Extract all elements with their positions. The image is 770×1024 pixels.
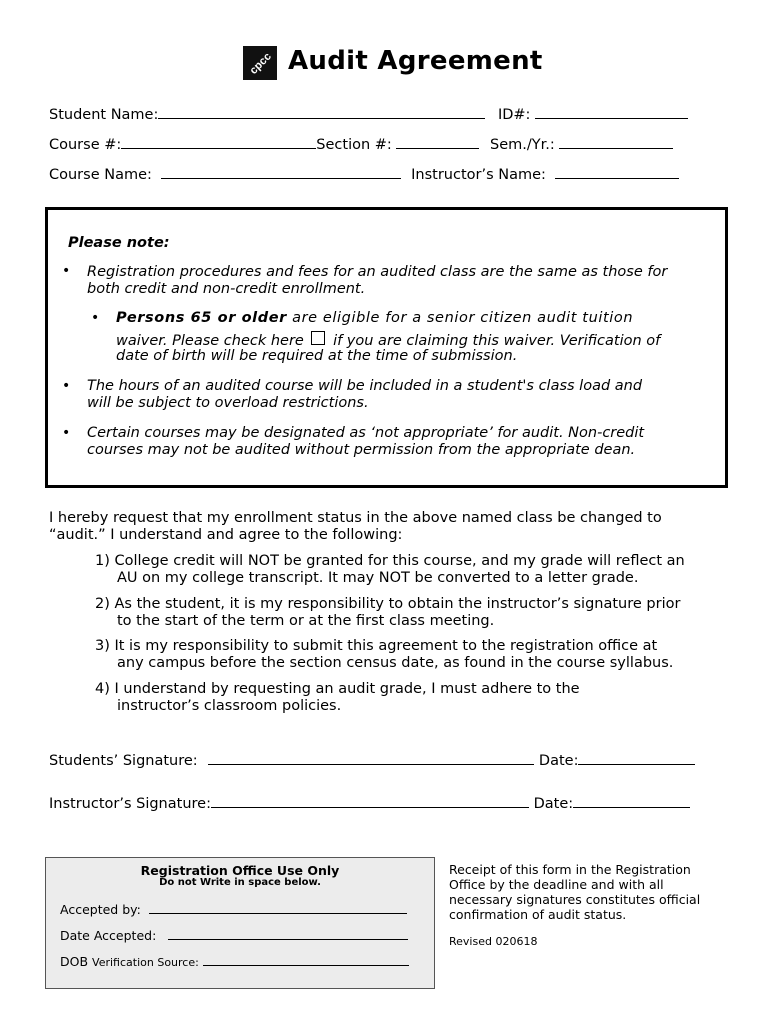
instructor-signature-row	[49, 793, 690, 813]
page-title: Audit Agreement	[288, 46, 543, 76]
date-accepted-field[interactable]	[168, 927, 408, 940]
instructor-date-label: Date:	[533, 796, 574, 812]
id-field[interactable]	[535, 104, 688, 119]
note-bullet2-line1: The hours of an audited course will be included in a student's class load and	[87, 378, 643, 394]
instructor-signature-field[interactable]	[211, 793, 529, 808]
bullet-dot: •	[62, 378, 71, 394]
course-name-row	[49, 164, 679, 184]
student-name-field[interactable]	[158, 104, 485, 119]
logo-text: cpcc	[247, 50, 274, 77]
sem-yr-label: Sem./Yr.:	[490, 137, 555, 153]
instructor-date-field[interactable]	[573, 793, 690, 808]
note-sub-line1	[116, 310, 633, 327]
bullet-dot: •	[62, 263, 71, 279]
date-accepted-row	[60, 927, 408, 943]
dob-verification-label: Verification Source:	[92, 956, 199, 969]
section-field[interactable]	[396, 134, 479, 149]
receipt-line3: necessary signatures constitutes official	[449, 892, 701, 907]
receipt-line2: Office by the deadline and with all	[449, 877, 664, 892]
logo-graphic	[243, 46, 277, 80]
course-info-row	[49, 134, 673, 154]
course-name-field[interactable]	[161, 164, 401, 179]
student-date-field[interactable]	[578, 750, 695, 765]
course-name-label: Course Name:	[49, 167, 152, 183]
office-use-subtitle: Do not Write in space below.	[159, 877, 321, 888]
instructor-name-label: Instructor’s Name:	[411, 167, 546, 183]
receipt-line4: confirmation of audit status.	[449, 907, 627, 922]
bullet-dot: •	[62, 425, 71, 441]
revised-date: Revised 020618	[449, 935, 538, 948]
request-item1-line1: 1) College credit will NOT be granted for this course, and my grade will reflect an	[95, 553, 685, 569]
note-bullet3-line1: Certain courses may be designated as ‘not appropriate’ for audit. Non-credit	[87, 425, 645, 441]
office-use-title: Registration Office Use Only	[140, 863, 340, 878]
note-bullet1-line1: Registration procedures and fees for an audited class are the same as those for	[87, 264, 668, 280]
note-bullet2-line2: will be subject to overload restrictions.	[87, 395, 369, 411]
student-name-label: Student Name:	[49, 107, 159, 123]
cpcc-logo	[243, 46, 277, 80]
section-label: Section #:	[316, 137, 392, 153]
student-date-label: Date:	[538, 753, 579, 769]
request-item3-line1: 3) It is my responsibility to submit this agreement to the registration office at	[95, 638, 658, 654]
note-heading: Please note:	[68, 235, 170, 251]
dob-label: DOB	[60, 954, 89, 969]
date-accepted-label: Date Accepted:	[60, 928, 157, 943]
course-number-field[interactable]	[121, 134, 316, 149]
student-signature-row	[49, 750, 695, 770]
request-intro-line2: “audit.” I understand and agree to the following:	[49, 527, 403, 543]
request-item2-line2: to the start of the term or at the first class meeting.	[117, 613, 495, 629]
receipt-notice	[449, 862, 700, 922]
sem-yr-field[interactable]	[559, 134, 673, 149]
receipt-line1: Receipt of this form in the Registration	[449, 862, 691, 877]
student-signature-label: Students’ Signature:	[49, 753, 198, 769]
request-item4-line2: instructor’s classroom policies.	[117, 698, 342, 714]
accepted-by-field[interactable]	[149, 901, 407, 914]
note-sub-line2-a: waiver. Please check here	[116, 333, 304, 349]
student-info-row	[49, 104, 688, 124]
note-sub-line1-rest: are eligible for a senior citizen audit tuition	[286, 310, 634, 326]
note-bullet3-line2: courses may not be audited without permission from the appropriate dean.	[87, 442, 636, 458]
request-item4-line1: 4) I understand by requesting an audit grade, I must adhere to the	[95, 681, 580, 697]
request-intro-line1: I hereby request that my enrollment status in the above named class be changed to	[49, 510, 662, 526]
senior-waiver-checkbox[interactable]	[311, 331, 325, 345]
request-item1-line2: AU on my college transcript. It may NOT be converted to a letter grade.	[117, 570, 639, 586]
request-item2-line1: 2) As the student, it is my responsibility to obtain the instructor’s signature prior	[95, 596, 681, 612]
note-bullet1-line2: both credit and non-credit enrollment.	[87, 281, 366, 297]
student-signature-field[interactable]	[208, 750, 534, 765]
dob-verification-row	[60, 954, 409, 969]
accepted-by-row	[60, 901, 407, 917]
note-sub-line3: date of birth will be required at the time of submission.	[116, 348, 518, 364]
note-sub-bold: Persons 65 or older	[116, 310, 287, 326]
note-sub-line2-b: if you are claiming this waiver. Verification of	[333, 333, 661, 349]
id-label: ID#:	[497, 107, 531, 123]
course-number-label: Course #:	[49, 137, 122, 153]
dob-verification-field[interactable]	[203, 954, 409, 966]
instructor-signature-label: Instructor’s Signature:	[49, 796, 211, 812]
instructor-name-field[interactable]	[555, 164, 679, 179]
bullet-dot: •	[91, 310, 100, 326]
request-item3-line2: any campus before the section census date, as found in the course syllabus.	[117, 655, 674, 671]
accepted-by-label: Accepted by:	[60, 902, 141, 917]
